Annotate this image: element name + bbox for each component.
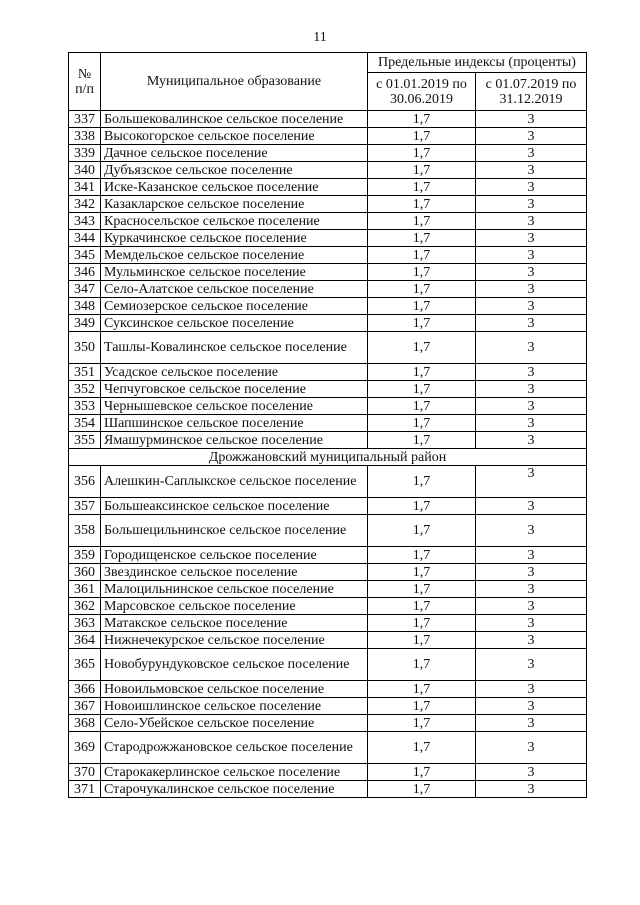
municipality-name: Дубъязское сельское поселение — [101, 162, 368, 179]
index-period-1: 1,7 — [368, 264, 476, 281]
index-period-1: 1,7 — [368, 111, 476, 128]
index-period-2: 3 — [476, 364, 587, 381]
index-period-1: 1,7 — [368, 230, 476, 247]
table-row — [69, 315, 587, 332]
municipality-name: Звездинское сельское поселение — [101, 564, 368, 581]
municipality-name: Красносельское сельское поселение — [101, 213, 368, 230]
table-row — [69, 732, 587, 764]
municipality-name: Иске-Казанское сельское поселение — [101, 179, 368, 196]
index-period-1: 1,7 — [368, 698, 476, 715]
index-period-1: 1,7 — [368, 281, 476, 298]
row-number: 342 — [69, 196, 101, 213]
row-number: 344 — [69, 230, 101, 247]
index-period-2: 3 — [476, 145, 587, 162]
row-number: 345 — [69, 247, 101, 264]
index-period-1: 1,7 — [368, 432, 476, 449]
index-period-1: 1,7 — [368, 179, 476, 196]
index-period-2: 3 — [476, 162, 587, 179]
index-period-1: 1,7 — [368, 781, 476, 798]
municipality-name: Большецильнинское сельское поселение — [101, 515, 368, 547]
header-period-2: с 01.07.2019 по 31.12.2019 — [476, 73, 587, 111]
index-period-2: 3 — [476, 281, 587, 298]
table-row — [69, 381, 587, 398]
table-row — [69, 498, 587, 515]
municipality-name: Чепчуговское сельское поселение — [101, 381, 368, 398]
index-period-1: 1,7 — [368, 649, 476, 681]
index-period-1: 1,7 — [368, 715, 476, 732]
municipality-name: Усадское сельское поселение — [101, 364, 368, 381]
row-number: 347 — [69, 281, 101, 298]
index-period-1: 1,7 — [368, 381, 476, 398]
table-row — [69, 715, 587, 732]
row-number: 360 — [69, 564, 101, 581]
table-row — [69, 145, 587, 162]
municipality-name: Матакское сельское поселение — [101, 615, 368, 632]
table-row — [69, 364, 587, 381]
page-number: 11 — [313, 30, 327, 45]
row-number: 349 — [69, 315, 101, 332]
municipality-name: Нижнечекурское сельское поселение — [101, 632, 368, 649]
index-period-1: 1,7 — [368, 581, 476, 598]
header-index-group: Предельные индексы (проценты) — [368, 53, 587, 73]
row-number: 348 — [69, 298, 101, 315]
price-index-table — [68, 52, 587, 798]
row-number: 370 — [69, 764, 101, 781]
municipality-name: Суксинское сельское поселение — [101, 315, 368, 332]
header-num: № п/п — [69, 53, 101, 111]
municipality-name: Семиозерское сельское поселение — [101, 298, 368, 315]
index-period-2: 3 — [476, 196, 587, 213]
table-row — [69, 547, 587, 564]
table-row — [69, 415, 587, 432]
table-row — [69, 281, 587, 298]
index-period-2: 3 — [476, 547, 587, 564]
municipality-name: Малоцильнинское сельское поселение — [101, 581, 368, 598]
municipality-name: Шапшинское сельское поселение — [101, 415, 368, 432]
row-number: 354 — [69, 415, 101, 432]
index-period-2: 3 — [476, 715, 587, 732]
table-body-a — [69, 111, 587, 449]
row-number: 346 — [69, 264, 101, 281]
municipality-name: Большеаксинское сельское поселение — [101, 498, 368, 515]
municipality-name: Алешкин-Саплыкское сельское поселение — [101, 466, 368, 498]
index-period-1: 1,7 — [368, 364, 476, 381]
municipality-name: Чернышевское сельское поселение — [101, 398, 368, 415]
table-row — [69, 649, 587, 681]
index-period-2: 3 — [476, 581, 587, 598]
index-period-1: 1,7 — [368, 732, 476, 764]
row-number: 351 — [69, 364, 101, 381]
municipality-name: Новоильмовское сельское поселение — [101, 681, 368, 698]
index-period-2: 3 — [476, 781, 587, 798]
municipality-name: Стародрожжановское сельское поселение — [101, 732, 368, 764]
table-body-b — [69, 466, 587, 798]
index-period-2: 3 — [476, 698, 587, 715]
municipality-name: Старокакерлинское сельское поселение — [101, 764, 368, 781]
index-period-2: 3 — [476, 247, 587, 264]
municipality-name: Большековалинское сельское поселение — [101, 111, 368, 128]
row-number: 352 — [69, 381, 101, 398]
index-period-1: 1,7 — [368, 564, 476, 581]
row-number: 340 — [69, 162, 101, 179]
row-number: 364 — [69, 632, 101, 649]
district-heading: Дрожжановский муниципальный район — [69, 449, 587, 466]
index-period-1: 1,7 — [368, 162, 476, 179]
municipality-name: Ямашурминское сельское поселение — [101, 432, 368, 449]
index-period-1: 1,7 — [368, 498, 476, 515]
row-number: 363 — [69, 615, 101, 632]
municipality-name: Казакларское сельское поселение — [101, 196, 368, 213]
index-period-2: 3 — [476, 732, 587, 764]
index-period-1: 1,7 — [368, 398, 476, 415]
row-number: 338 — [69, 128, 101, 145]
index-period-2: 3 — [476, 264, 587, 281]
index-period-2: 3 — [476, 111, 587, 128]
table-row — [69, 111, 587, 128]
index-period-2: 3 — [476, 128, 587, 145]
table-row — [69, 432, 587, 449]
row-number: 365 — [69, 649, 101, 681]
table-row — [69, 264, 587, 281]
table-row — [69, 564, 587, 581]
table-row — [69, 213, 587, 230]
index-period-2: 3 — [476, 432, 587, 449]
index-period-1: 1,7 — [368, 515, 476, 547]
table-row — [69, 781, 587, 798]
table-row — [69, 698, 587, 715]
index-period-2: 3 — [476, 632, 587, 649]
index-period-1: 1,7 — [368, 466, 476, 498]
table-row — [69, 162, 587, 179]
index-period-2: 3 — [476, 332, 587, 364]
row-number: 337 — [69, 111, 101, 128]
row-number: 369 — [69, 732, 101, 764]
municipality-name: Новоишлинское сельское поселение — [101, 698, 368, 715]
row-number: 371 — [69, 781, 101, 798]
index-period-1: 1,7 — [368, 196, 476, 213]
index-period-2: 3 — [476, 615, 587, 632]
municipality-name: Куркачинское сельское поселение — [101, 230, 368, 247]
index-period-1: 1,7 — [368, 247, 476, 264]
row-number: 359 — [69, 547, 101, 564]
row-number: 361 — [69, 581, 101, 598]
table-row — [69, 466, 587, 498]
index-period-1: 1,7 — [368, 764, 476, 781]
table-row — [69, 230, 587, 247]
row-number: 341 — [69, 179, 101, 196]
index-period-2: 3 — [476, 681, 587, 698]
index-period-2: 3 — [476, 415, 587, 432]
table-row — [69, 196, 587, 213]
table-row — [69, 515, 587, 547]
row-number: 350 — [69, 332, 101, 364]
municipality-name: Ташлы-Ковалинское сельское поселение — [101, 332, 368, 364]
table-row — [69, 632, 587, 649]
municipality-name: Старочукалинское сельское поселение — [101, 781, 368, 798]
municipality-name: Село-Алатское сельское поселение — [101, 281, 368, 298]
index-period-1: 1,7 — [368, 681, 476, 698]
municipality-name: Высокогорское сельское поселение — [101, 128, 368, 145]
row-number: 339 — [69, 145, 101, 162]
table-row — [69, 581, 587, 598]
table-row — [69, 398, 587, 415]
index-period-1: 1,7 — [368, 145, 476, 162]
district-section — [69, 449, 587, 466]
index-period-2: 3 — [476, 764, 587, 781]
row-number: 343 — [69, 213, 101, 230]
index-period-2: 3 — [476, 179, 587, 196]
table-row — [69, 764, 587, 781]
table-row — [69, 298, 587, 315]
index-period-2: 3 — [476, 466, 587, 498]
index-period-1: 1,7 — [368, 598, 476, 615]
row-number: 356 — [69, 466, 101, 498]
index-period-2: 3 — [476, 564, 587, 581]
index-period-2: 3 — [476, 315, 587, 332]
row-number: 368 — [69, 715, 101, 732]
table-row — [69, 128, 587, 145]
table-row — [69, 681, 587, 698]
row-number: 353 — [69, 398, 101, 415]
index-period-2: 3 — [476, 213, 587, 230]
index-period-1: 1,7 — [368, 547, 476, 564]
table-row — [69, 332, 587, 364]
municipality-name: Городищенское сельское поселение — [101, 547, 368, 564]
index-period-1: 1,7 — [368, 615, 476, 632]
table-row — [69, 598, 587, 615]
table-row — [69, 247, 587, 264]
index-period-2: 3 — [476, 498, 587, 515]
index-period-2: 3 — [476, 230, 587, 247]
index-period-2: 3 — [476, 515, 587, 547]
table-row — [69, 179, 587, 196]
index-period-1: 1,7 — [368, 332, 476, 364]
row-number: 355 — [69, 432, 101, 449]
municipality-name: Село-Убейское сельское поселение — [101, 715, 368, 732]
row-number: 362 — [69, 598, 101, 615]
index-period-1: 1,7 — [368, 315, 476, 332]
index-period-1: 1,7 — [368, 632, 476, 649]
header-municipality: Муниципальное образование — [101, 53, 368, 111]
row-number: 358 — [69, 515, 101, 547]
row-number: 367 — [69, 698, 101, 715]
index-period-1: 1,7 — [368, 213, 476, 230]
table-row — [69, 615, 587, 632]
index-period-2: 3 — [476, 649, 587, 681]
municipality-name: Мемдельское сельское поселение — [101, 247, 368, 264]
row-number: 366 — [69, 681, 101, 698]
index-period-1: 1,7 — [368, 298, 476, 315]
index-period-2: 3 — [476, 298, 587, 315]
index-period-2: 3 — [476, 598, 587, 615]
header-period-1: с 01.01.2019 по 30.06.2019 — [368, 73, 476, 111]
index-period-2: 3 — [476, 381, 587, 398]
row-number: 357 — [69, 498, 101, 515]
municipality-name: Мульминское сельское поселение — [101, 264, 368, 281]
municipality-name: Марсовское сельское поселение — [101, 598, 368, 615]
municipality-name: Новобурундуковское сельское поселение — [101, 649, 368, 681]
index-period-1: 1,7 — [368, 415, 476, 432]
municipality-name: Дачное сельское поселение — [101, 145, 368, 162]
index-period-2: 3 — [476, 398, 587, 415]
index-period-1: 1,7 — [368, 128, 476, 145]
